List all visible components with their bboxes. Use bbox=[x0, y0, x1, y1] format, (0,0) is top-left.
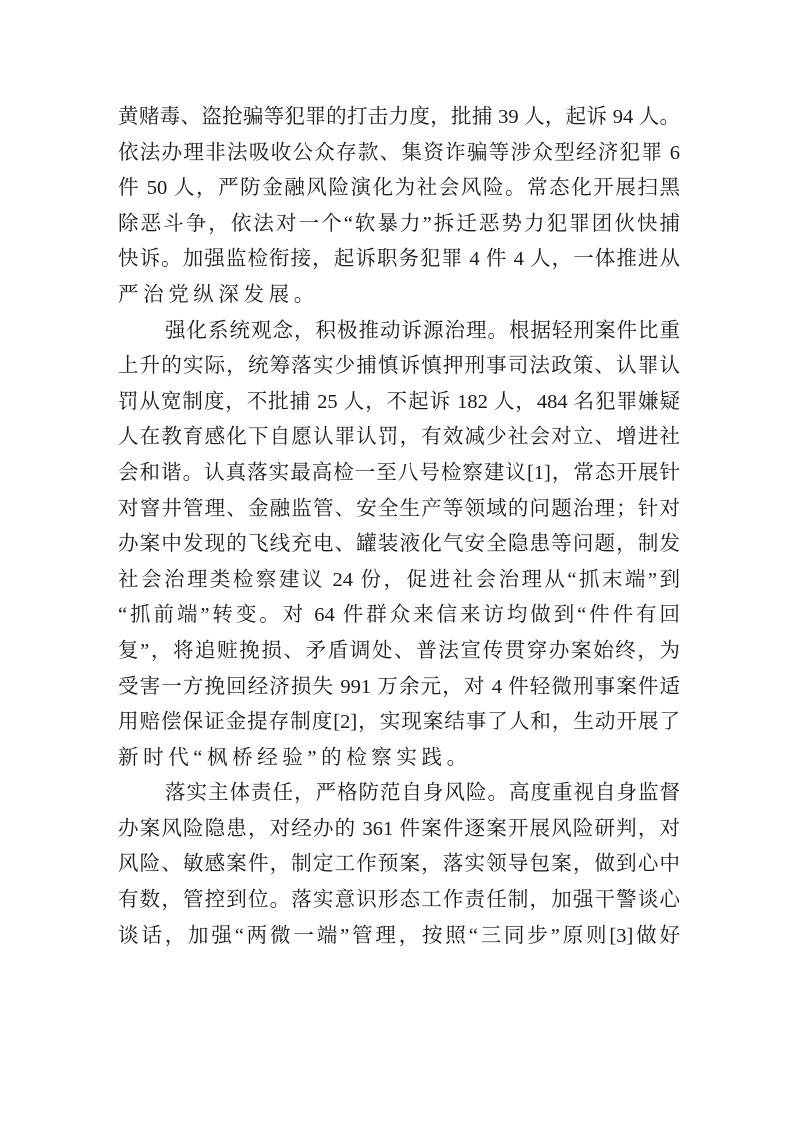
text-line: 有数，管控到位。落实意识形态工作责任制，加强干警谈心 bbox=[118, 889, 680, 912]
text-line: 新时代“枫桥经验”的检察实践。 bbox=[118, 746, 472, 769]
paragraph bbox=[118, 314, 680, 777]
text-line: 受害一方挽回经济损失 991 万余元，对 4 件轻微刑事案件适 bbox=[118, 675, 680, 698]
text-line: “抓前端”转变。对 64 件群众来信来访均做到“件件有回 bbox=[118, 604, 680, 627]
text-line: 强化系统观念，积极推动诉源治理。根据轻刑案件比重 bbox=[165, 319, 680, 342]
text-line: 人在教育感化下自愿认罪认罚，有效减少社会对立、增进社 bbox=[118, 426, 680, 449]
text-line: 复”，将追赃挽损、矛盾调处、普法宣传贯穿办案始终，为 bbox=[118, 639, 680, 662]
text-line: 黄赌毒、盗抢骗等犯罪的打击力度，批捕 39 人，起诉 94 人。 bbox=[118, 106, 680, 128]
text-line: 落实主体责任，严格防范自身风险。高度重视自身监督 bbox=[165, 782, 680, 805]
text-line: 用赔偿保证金提存制度[2]，实现案结事了人和，生动开展了 bbox=[118, 711, 680, 734]
text-line: 谈话，加强“两微一端”管理，按照“三同步”原则[3]做好 bbox=[118, 924, 680, 947]
text-line: 办案中发现的飞线充电、罐装液化气安全隐患等问题，制发 bbox=[118, 533, 680, 556]
text-line: 除恶斗争，依法对一个“软暴力”拆迁恶势力犯罪团伙快捕 bbox=[118, 212, 680, 235]
document-page bbox=[118, 100, 680, 954]
text-line: 件 50 人，严防金融风险演化为社会风险。常态化开展扫黑 bbox=[118, 177, 680, 200]
text-line: 社会治理类检察建议 24 份，促进社会治理从“抓末端”到 bbox=[118, 568, 680, 591]
text-line: 罚从宽制度，不批捕 25 人，不起诉 182 人，484 名犯罪嫌疑 bbox=[118, 390, 680, 413]
text-line: 风险、敏感案件，制定工作预案，落实领导包案，做到心中 bbox=[118, 853, 680, 876]
text-line: 会和谐。认真落实最高检一至八号检察建议[1]，常态开展针 bbox=[118, 461, 680, 484]
text-line: 快诉。加强监检衔接，起诉职务犯罪 4 件 4 人，一体推进从 bbox=[118, 248, 680, 271]
text-line: 上升的实际，统筹落实少捕慎诉慎押刑事司法政策、认罪认 bbox=[118, 355, 680, 378]
text-line: 办案风险隐患，对经办的 361 件案件逐案开展风险研判，对 bbox=[118, 817, 680, 840]
paragraph bbox=[118, 776, 680, 954]
paragraph bbox=[118, 100, 680, 314]
text-line: 依法办理非法吸收公众存款、集资诈骗等涉众型经济犯罪 6 bbox=[118, 141, 680, 164]
text-line: 对窨井管理、金融监管、安全生产等领域的问题治理；针对 bbox=[118, 497, 680, 520]
text-line: 严治党纵深发展。 bbox=[118, 283, 319, 306]
